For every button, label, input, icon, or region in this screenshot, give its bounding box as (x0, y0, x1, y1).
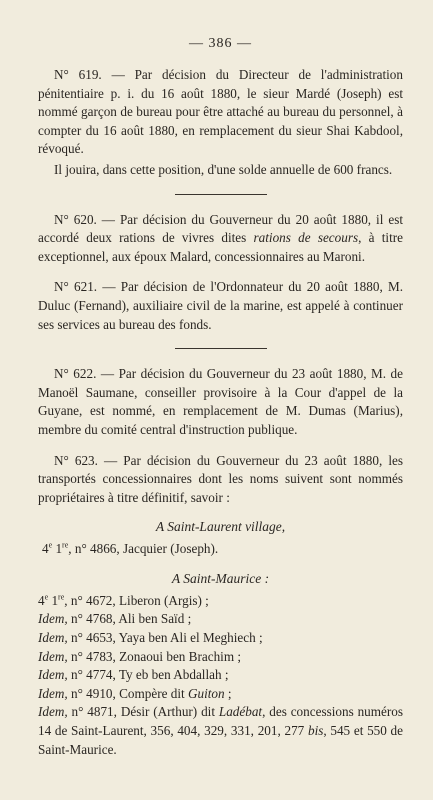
list-item: Idem, n° 4768, Ali ben Saïd ; (38, 611, 192, 627)
section-divider (175, 194, 267, 195)
list-item: 4e 1re, n° 4866, Jacquier (Joseph). (42, 540, 219, 557)
entry-622-text: N° 622. — Par décision du Gouverneur du 23 août 1880, M. de Manoël Saumane, conseiller provisoire à la Cour d'appel de la Guyane, est nommé, en remplacement de M. Dumas (Marius), membre du comité central d'instruction publique. (38, 366, 403, 437)
entry-620-text-end: , à titre exceptionnel, aux époux Malard, concessionnaires au Maroni. (38, 230, 403, 264)
list-item: Idem, n° 4774, Ty eb ben Abdallah ; (38, 667, 229, 683)
entry-620-text-start: N° 620. — Par décision du Gouverneur du 20 août 1880, il est accordé deux rations de vivres dites (38, 211, 403, 246)
list-item: 4e 1re, n° 4672, Liberon (Argis) ; (38, 592, 209, 608)
entry-623-text: N° 623. — Par décision du Gouverneur du 23 août 1880, les transportés concessionnaires dont les noms suivent sont nommés propriétaires à titre définitif, savoir : (38, 452, 403, 505)
heading-saint-maurice: A Saint-Maurice : (171, 570, 270, 586)
entry-621-text: N° 621. — Par décision de l'Ordonnateur du 20 août 1880, M. Duluc (Fernand), auxiliaire civil de la marine, est appelé à continuer ses services au bureau des fonds. (38, 279, 403, 332)
entry-619-text: N° 619. — Par décision du Directeur de l'administration pénitentiaire p. i. du 16 août 1880, le sieur Mardé (Joseph) est nommé garçon de bureau pour être attaché au bureau du personnel, à compter du 16 août 1880, en remplacement du sieur Shai Kabdool, révoqué. (38, 67, 403, 157)
entry-619-continuation: Il jouira, dans cette position, d'une solde annuelle de 600 francs. (54, 161, 393, 177)
entry-620-text (38, 211, 403, 267)
list-item: Idem, n° 4653, Yaya ben Ali el Meghiech ; (38, 630, 263, 646)
heading-saint-laurent: A Saint-Laurent village, (155, 519, 286, 535)
list-item: Idem, n° 4871, Désir (Arthur) dit Ladébat, des concessions numéros 14 de Saint-Laurent, 356, 404, 329, 331, 201, 277 bis, 545 et 550 de Saint-Maurice. (38, 704, 404, 757)
section-divider (175, 348, 267, 349)
list-item: Idem, n° 4783, Zonaoui ben Brachim ; (38, 648, 242, 664)
page-number: — 386 — (189, 36, 252, 51)
list-item: Idem, n° 4910, Compère dit Guiton ; (38, 685, 232, 701)
entry-620-italic-term: rations de secours (253, 230, 359, 246)
